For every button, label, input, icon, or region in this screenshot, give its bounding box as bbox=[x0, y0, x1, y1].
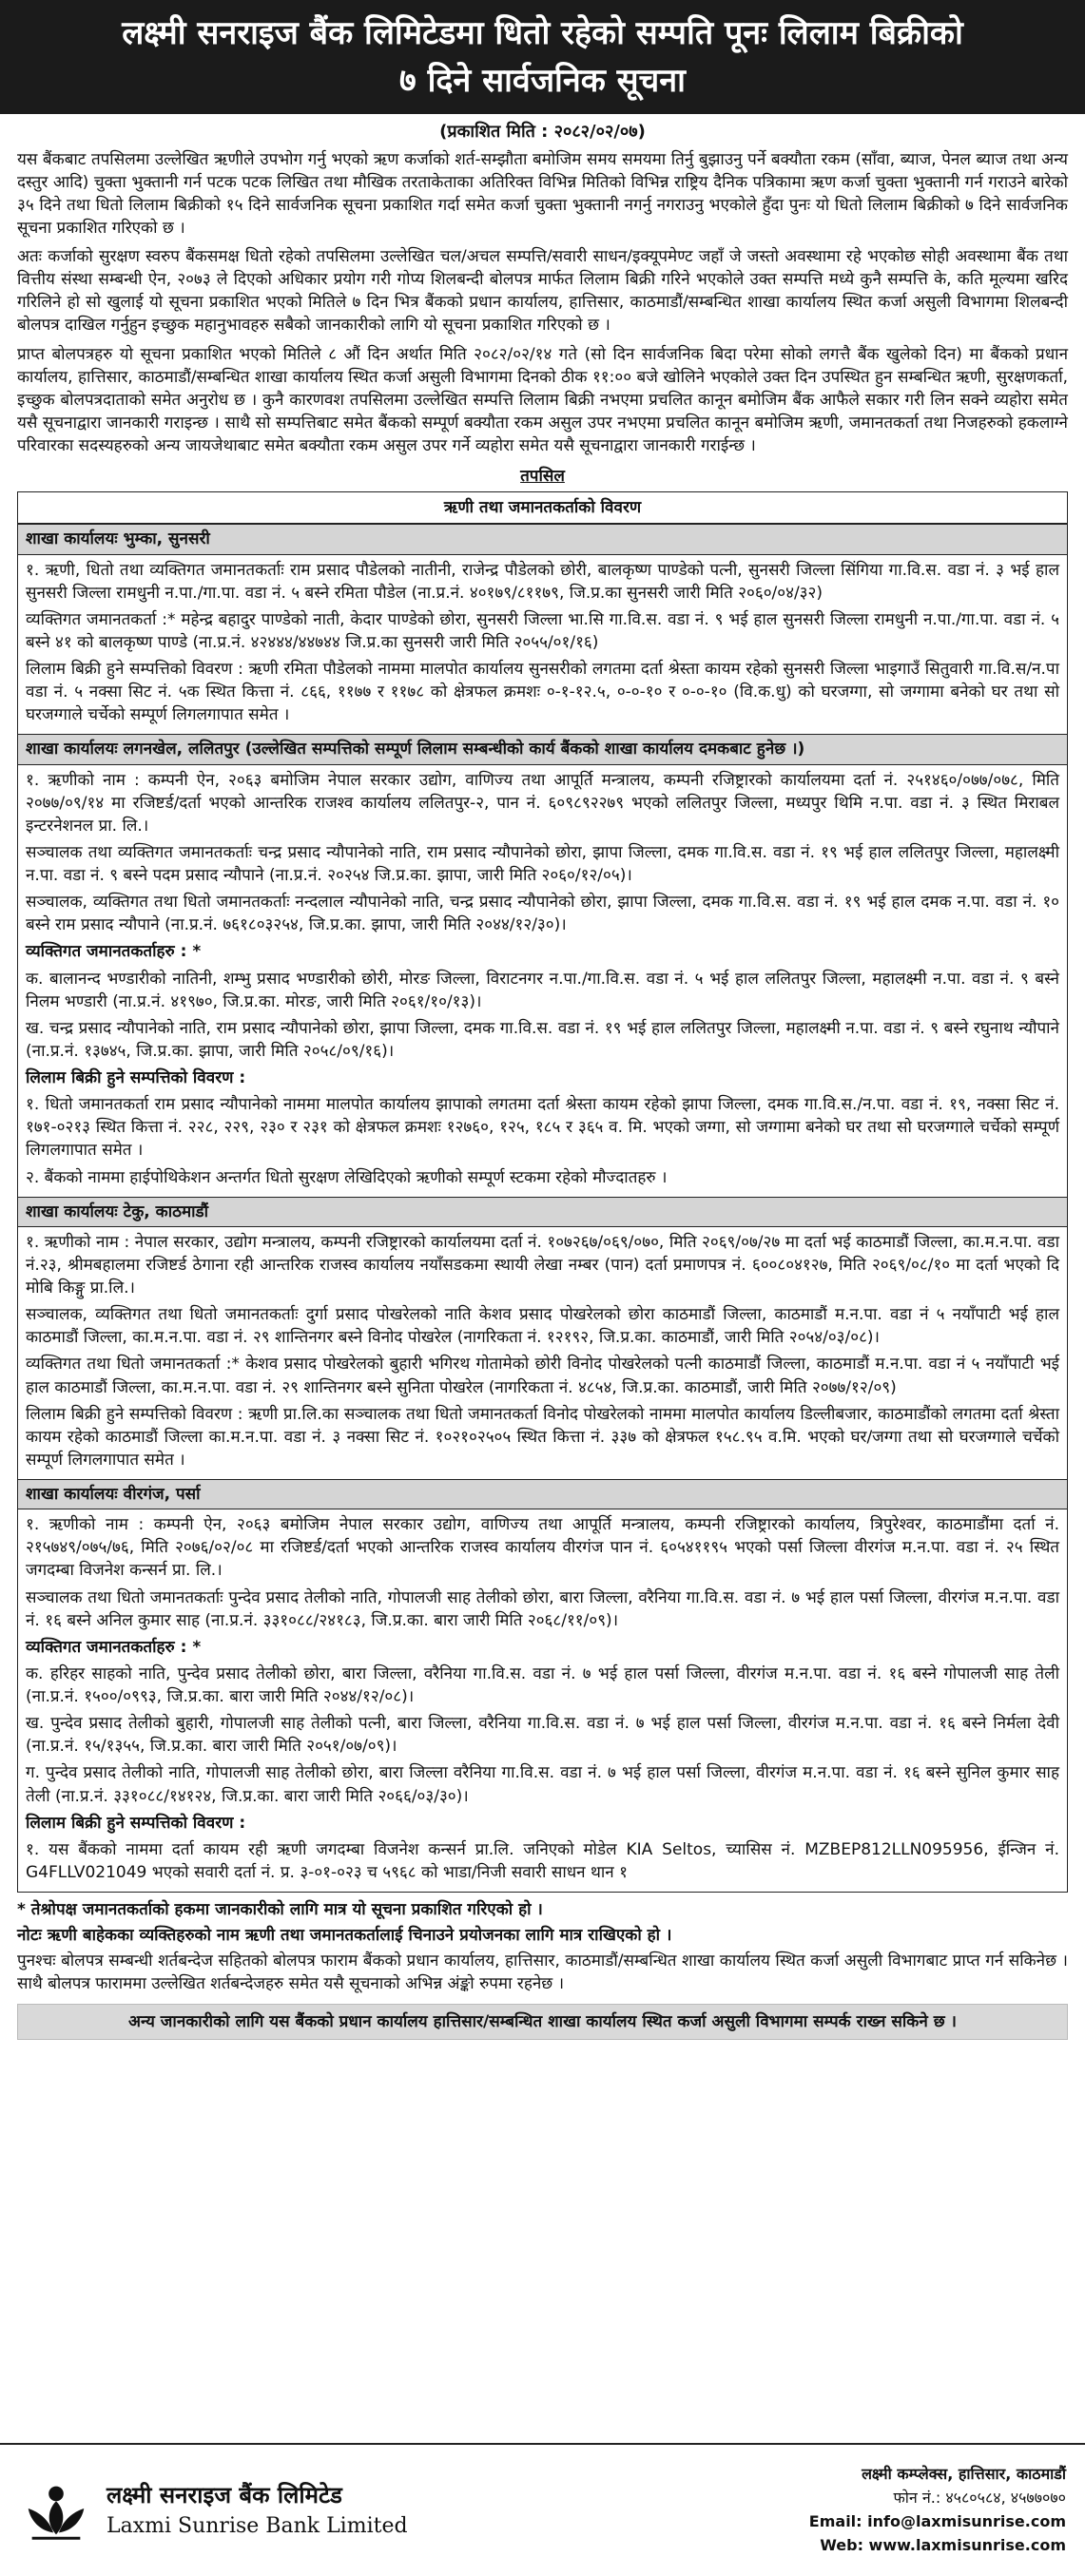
branch-heading: शाखा कार्यालयः वीरगंज, पर्सा bbox=[18, 1479, 1067, 1509]
bank-logo bbox=[19, 2473, 408, 2547]
name-purpose-note: नोटः ऋणी बाहेकका व्यक्तिहरुको नाम ऋणी तथा जमानतकर्तालाई चिनाउने प्रयोजनका लागि मात्र राखिएको हो । bbox=[17, 1926, 672, 1946]
branch-section-birgunj bbox=[18, 1479, 1067, 1892]
bank-contact bbox=[809, 2463, 1066, 2557]
bank-phone: फोन नं.: ४५८०५८४, ४५७७०७० bbox=[893, 2489, 1066, 2508]
detail-paragraph: १. ऋणी, धितो तथा व्यक्तिगत जमानतकर्ताः राम प्रसाद पौडेलको नातीनी, राजेन्द्र पौडेलको छोरी, बालकृष्ण पाण्डेको पत्नी, सुनसरी जिल्ला सिंगिया गा.वि.स. वडा नं. ३ भई हाल सुनसरी जिल्ला रामधुनी न.पा./गा.पा. वडा नं. ५ बस्ने रमिता पौडेल (ना.प्र.नं. ४०१७९/८११७९, जि.प्र.का सुनसरी जारी मिति २०६०/०४/३२) bbox=[26, 560, 1059, 603]
bank-address: लक्ष्मी कम्प्लेक्स, हात्तिसार, काठमाडौं bbox=[862, 2465, 1066, 2484]
bank-name-nepali: लक्ष्मी सनराइज बैंक लिमिटेड bbox=[107, 2482, 342, 2509]
branch-details bbox=[18, 1509, 1067, 1892]
branch-details bbox=[18, 1227, 1067, 1479]
notice-body bbox=[0, 148, 1085, 2040]
notice-footer bbox=[0, 2443, 1085, 2576]
detail-paragraph: १. ऋणीको नाम : कम्पनी ऐन, २०६३ बमोजिम नेपाल सरकार उद्योग, वाणिज्य तथा आपूर्ति मन्त्रालय, कम्पनी रजिष्ट्रारको कार्यालयमा दर्ता नं. २५१४६०/०७७/०७८, मिति २०७७/०९/१४ मा रजिष्टर्ड/दर्ता भएको आन्तरिक राजश्व कार्यालय ललितपुर-२, पान नं. ६०९८९२२७९ भएको ललितपुर जिल्ला, मध्यपुर थिमि न.पा. वडा नं. ३ स्थित मिराबल इन्टरनेशनल प्रा. लि.। bbox=[26, 770, 1059, 836]
bank-name-english: Laxmi Sunrise Bank Limited bbox=[107, 2514, 408, 2539]
notice-title-line1: लक्ष्मी सनराइज बैंक लिमिटेडमा धितो रहेको सम्पति पूनः लिलाम बिक्रीको bbox=[122, 14, 963, 52]
branch-section-bhumka bbox=[18, 524, 1067, 734]
detail-paragraph: ख. चन्द्र प्रसाद न्यौपानेको नाति, राम प्रसाद न्यौपानेको छोरा, झापा जिल्ला, दमक गा.वि.स. वडा नं. १९ भई हाल ललितपुर जिल्ला, महालक्ष्मी न.पा. वडा नं. ९ बस्ने रघुनाथ न्यौपाने (ना.प्र.नं. १३७४५, जि.प्र.का. झापा, जारी मिति २०५८/०९/१६)। bbox=[26, 1018, 1059, 1061]
branch-details bbox=[18, 765, 1067, 1197]
detail-paragraph: सञ्चालक तथा व्यक्तिगत जमानतकर्ताः चन्द्र प्रसाद न्यौपानेको नाति, राम प्रसाद न्यौपानेको छोरा, झापा जिल्ला, दमक गा.वि.स. वडा नं. १९ भई हाल ललितपुर जिल्ला, महालक्ष्मी न.पा. वडा नं. ९ बस्ने पदम प्रसाद न्यौपाने (ना.प्र.नं. २०२५४ जि.प्र.का. झापा, जारी मिति २०६०/१२/०५)। bbox=[26, 842, 1059, 886]
detail-paragraph: १. धितो जमानतकर्ता राम प्रसाद न्यौपानेको नाममा मालपोत कार्यालय झापाको लगतमा दर्ता श्रेस्ता कायम रहेको झापा जिल्ला, दमक गा.वि.स./न.पा. वडा नं. १९, नक्सा सिट नं. १७१-०२१३ स्थित कित्ता नं. २२८, २२९, २३० र २३१ को क्षेत्रफल क्रमशः १२७६०, १२५, १८५ र ३६५ व. मि. भएको जग्गा, सो जग्गामा बनेको घर तथा सो घरजग्गाले चर्चेको सम्पूर्ण लिगलगापात समेत । bbox=[26, 1095, 1059, 1161]
intro-paragraph-2: अतः कर्जाको सुरक्षण स्वरुप बैंकसमक्ष धितो रहेको तपसिलमा उल्लेखित चल/अचल सम्पत्ति/सवारी साधन/इक्यूपमेण्ट जहाँ जे जस्तो अवस्थामा रहे भएकोछ सोही अवस्थामा बैंक तथा वित्तीय संस्था सम्बन्धी ऐन, २०७३ ले दिएको अधिकार प्रयोग गरी गोप्य शिलबन्दी बोलपत्र मार्फत लिलाम बिक्री गरिने भएकोले उक्त सम्पत्ति मध्ये कुनै सम्पत्ति के, कति मूल्यमा खरिद गरिलिने हो सो खुलाई यो सूचना प्रकाशित भएको मितिले ७ दिन भित्र बैंकको प्रधान कार्यालय, हात्तिसार, काठमाडौं/सम्बन्धित शाखा कार्यालय स्थित कर्जा असुली विभागमा शिलबन्दी बोलपत्र दाखिल गर्नुहुन इच्छुक महानुभावहरु सबैको जानकारीको लागि यो सूचना प्रकाशित गरिएको छ । bbox=[17, 247, 1068, 336]
detail-paragraph: ग. पुन्देव प्रसाद तेलीको नाति, गोपालजी साह तेलीको छोरा, बारा जिल्ला वरैनिया गा.वि.स. वडा नं. ७ भई हाल पर्सा जिल्ला, वीरगंज म.न.पा. वडा नं. १६ बस्ने सुनिल कुमार साह तेली (ना.प्र.नं. ३३१०८८/१४१२४, जि.प्र.का. बारा जारी मिति २०६६/०३/३०)। bbox=[26, 1763, 1059, 1806]
branch-details bbox=[18, 555, 1067, 735]
branch-section-lagankhel bbox=[18, 734, 1067, 1196]
branch-heading: शाखा कार्यालयः टेकु, काठमाडौं bbox=[18, 1197, 1067, 1227]
tapsil-heading: तपसिल bbox=[520, 467, 565, 487]
detail-paragraph: १. ऋणीको नाम : कम्पनी ऐन, २०६३ बमोजिम नेपाल सरकार उद्योग, वाणिज्य तथा आपूर्ति मन्त्रालय, कम्पनी रजिष्ट्रारको कार्यालय, त्रिपुरेश्वर, काठमाडौंमा दर्ता नं. २१५७४९/०७५/७६, मिति २०७६/०२/०८ मा रजिष्टर्ड/दर्ता भएको आन्तरिक राजस्व कार्यालय वीरगंज पान नं. ६०५४११९५ भएको पर्सा जिल्ला वीरगंज म.न.पा. वडा नं. २५ स्थित जगदम्बा विजनेश कन्सर्न प्रा. लि.। bbox=[26, 1515, 1059, 1581]
bank-website[interactable]: Web: www.laxmisunrise.com bbox=[820, 2535, 1066, 2554]
borrower-details-table bbox=[17, 491, 1068, 1893]
intro-paragraph-3: प्राप्त बोलपत्रहरु यो सूचना प्रकाशित भएको मितिले ८ औं दिन अर्थात मिति २०८२/०२/१४ गते (सो दिन सार्वजनिक बिदा परेमा सोको लगत्तै बैंक खुलेको दिन) मा बैंकको प्रधान कार्यालय, हात्तिसार, काठमाडौं/सम्बन्धित शाखा कार्यालय स्थित कर्जा असुली विभागमा दिनको ठीक ११:०० बजे खोलिने भएकोले उक्त दिन उपस्थित हुन सम्बन्धित ऋणी, सुरक्षणकर्ता, इच्छुक बोलपत्रदाताको समेत अनुरोध छ । कुनै कारणवश तपसिलमा उल्लेखित सम्पत्ति लिलाम बिक्री नभएमा प्रचलित कानून बमोजिम बैंक आफैले सकार गरी लिन सक्ने व्यहोरा समेत यसै सूचनाद्वारा जानकारी गराइन्छ । साथै सो सम्पत्तिबाट समेत बैंकको सम्पूर्ण बक्यौता रकम असुल उपर नभएमा प्रचलित कानून बमोजिम ऋणी, जमानतकर्ता तथा निजहरुको हकलाग्ने परिवारका सदस्यहरुको अन्य जायजेथाबाट समेत बक्यौता रकम असुल उपर गर्ने व्यहोरा समेत यसै सूचनाद्वारा जानकारी गराईन्छ । bbox=[17, 344, 1068, 456]
branch-section-teku bbox=[18, 1197, 1067, 1479]
branch-heading: शाखा कार्यालयः भुम्का, सुनसरी bbox=[18, 524, 1067, 554]
detail-paragraph: ख. पुन्देव प्रसाद तेलीको बुहारी, गोपालजी साह तेलीको पत्नी, बारा जिल्ला, वरैनिया गा.वि.स. वडा नं. ७ भई हाल पर्सा जिल्ला, वीरगंज म.न.पा. वडा नं. १६ बस्ने निर्मला देवी (ना.प्र.नं. १५/१३५५, जि.प्र.का. बारा जारी मिति २०५१/०७/०९)। bbox=[26, 1714, 1059, 1757]
detail-paragraph: १. यस बैंकको नाममा दर्ता कायम रही ऋणी जगदम्बा विजनेश कन्सर्न प्रा.लि. जनिएको मोडेल KIA Seltos, च्यासिस नं. MZBEP812LLN095956, ईन्जिन नं. G4FLLV021049 भएको सवारी दर्ता नं. प्र. ३-०१-०२३ च ५९६८ को भाडा/निजी सवारी साधन थान १ bbox=[26, 1839, 1059, 1882]
table-title: ऋणी तथा जमानतकर्ताको विवरण bbox=[18, 492, 1067, 524]
publish-date: (प्रकाशित मिति : २०८२/०२/०७) bbox=[439, 122, 646, 142]
detail-subheading: व्यक्तिगत जमानतकर्ताहरु : * bbox=[26, 942, 202, 962]
contact-info-bar: अन्य जानकारीको लागि यस बैंकको प्रधान कार्यालय हात्तिसार/सम्बन्धित शाखा कार्यालय स्थित कर्जा असुली विभागमा सम्पर्क राख्न सकिने छ । bbox=[17, 2004, 1068, 2040]
detail-subheading: व्यक्तिगत जमानतकर्ताहरु : * bbox=[26, 1637, 202, 1657]
intro-paragraph-1: यस बैंकबाट तपसिलमा उल्लेखित ऋणीले उपभोग गर्नु भएको ऋण कर्जाको शर्त-सम्झौता बमोजिम समय समयमा तिर्नु बुझाउनु पर्ने बक्यौता रकम (साँवा, ब्याज, पेनल ब्याज तथा अन्य दस्तुर आदि) चुक्ता भुक्तानी गर्न पटक पटक लिखित तथा मौखिक तरताकेताका अतिरिक्त विभिन्न मितिको विभिन्न राष्ट्रिय दैनिक पत्रिकामा ऋण कर्जा चुक्ता भुक्तानी गर्न गराउने बारेको ३५ दिने तथा धितो लिलाम बिक्रीको १५ दिने सार्वजनिक सूचना प्रकाशित गर्दा समेत कर्जा चुक्ता भुक्तानी नगर्नु नगराउनु भएकोले हुँदा पुनः यो धितो लिलाम बिक्रीको ७ दिने सार्वजनिक सूचना प्रकाशित गरिएको छ । bbox=[17, 149, 1068, 238]
detail-subheading: लिलाम बिक्री हुने सम्पत्तिको विवरण : bbox=[26, 1813, 246, 1833]
detail-paragraph: सञ्चालक, व्यक्तिगत तथा धितो जमानतकर्ताः दुर्गा प्रसाद पोखरेलको नाति केशव प्रसाद पोखरेलको छोरा काठमाडौं जिल्ला, काठमाडौं म.न.पा. वडा नं ५ नयाँपाटी भई हाल काठमाडौं जिल्ला, का.म.न.पा. वडा नं. २९ शान्तिनगर बस्ने विनोद पोखरेल (नागरिकता नं. १२१९२, जि.प्र.का. काठमाडौं, जारी मिति २०५४/०३/०८)। bbox=[26, 1305, 1059, 1348]
detail-paragraph: क. बालानन्द भण्डारीको नातिनी, शम्भु प्रसाद भण्डारीको छोरी, मोरङ जिल्ला, विराटनगर न.पा./गा.वि.स. वडा नं. ५ भई हाल ललितपुर जिल्ला, महालक्ष्मी न.पा. वडा नं. ९ बस्ने निलम भण्डारी (ना.प्र.नं. ४१९७०, जि.प्र.का. मोरङ, जारी मिति २०६१/१०/१३)। bbox=[26, 969, 1059, 1011]
bank-email[interactable]: Email: info@laxmisunrise.com bbox=[808, 2512, 1066, 2530]
detail-paragraph: सञ्चालक तथा धितो जमानतकर्ताः पुन्देव प्रसाद तेलीको नाति, गोपालजी साह तेलीको छोरा, बारा जिल्ला, वरैनिया गा.वि.स. वडा नं. ७ भई हाल पर्सा जिल्ला, वीरगंज म.न.पा. वडा नं. १६ बस्ने अनिल कुमार साह (ना.प्र.नं. ३३१०८८/२४१८३, जि.प्र.का. बारा जारी मिति २०६८/११/०९)। bbox=[26, 1587, 1059, 1630]
detail-paragraph: व्यक्तिगत तथा धितो जमानतकर्ता :* केशव प्रसाद पोखरेलको बुहारी भगिरथ गोतामेको छोरी विनोद पोखरेलको पत्नी काठमाडौं जिल्ला, काठमाडौं म.न.पा. वडा नं ५ नयाँपाटी भई हाल काठमाडौं जिल्ला, का.म.न.पा. वडा नं. २९ शान्तिनगर बस्ने सुनिता पोखरेल (नागरिकता नं. ४८५४, जि.प्र.का. काठमाडौं, जारी मिति २०७७/१२/०९) bbox=[26, 1355, 1059, 1397]
detail-paragraph: क. हरिहर साहको नाति, पुन्देव प्रसाद तेलीको छोरा, बारा जिल्ला, वरैनिया गा.वि.स. वडा नं. ७ भई हाल पर्सा जिल्ला, वीरगंज म.न.पा. वडा नं. १६ बस्ने गोपालजी साह तेली (ना.प्र.नं. १५००/०९९३, जि.प्र.का. बारा जारी मिति २०४४/१२/०८)। bbox=[26, 1663, 1059, 1707]
detail-paragraph: सञ्चालक, व्यक्तिगत तथा धितो जमानतकर्ताः नन्दलाल न्यौपानेको नाति, चन्द्र प्रसाद न्यौपानेको छोरा, झापा जिल्ला, दमक गा.वि.स. वडा नं. १९ भई हाल दमक न.पा. वडा नं. १० बस्ने राम प्रसाद न्यौपाने (ना.प्र.नं. ७६१८०३२५४, जि.प्र.का. झापा, जारी मिति २०४४/१२/३०)। bbox=[26, 893, 1059, 935]
postscript-note: पुनश्चः बोलपत्र सम्बन्धी शर्तबन्देज सहितको बोलपत्र फाराम बैंकको प्रधान कार्यालय, हात्तिसार, काठमाडौं/सम्बन्धित शाखा कार्यालय स्थित कर्जा असुली विभागबाट प्राप्त गर्न सकिनेछ । साथै बोलपत्र फाराममा उल्लेखित शर्तबन्देजहरु समेत यसै सूचनाको अभिन्न अंङ्को रुपमा रहनेछ । bbox=[17, 1951, 1068, 1994]
bank-name-block bbox=[107, 2479, 408, 2541]
branch-heading: शाखा कार्यालयः लगनखेल, ललितपुर (उल्लेखित सम्पत्तिको सम्पूर्ण लिलाम सम्बन्धीको कार्य बैंकको शाखा कार्यालय दमकबाट हुनेछ ।) bbox=[18, 734, 1067, 764]
third-party-note: * तेश्रोपक्ष जमानतकर्ताको हकमा जानकारीको लागि मात्र यो सूचना प्रकाशित गरिएको हो । bbox=[17, 1900, 543, 1920]
detail-paragraph: २. बैंकको नाममा हाईपोथिकेशन अन्तर्गत धितो सुरक्षण लेखिदिएको ऋणीको सम्पूर्ण स्टकमा रहेको मौज्दातहरु । bbox=[26, 1167, 668, 1187]
notice-title-line2: ७ दिने सार्वजनिक सूचना bbox=[399, 62, 686, 100]
notice-header bbox=[0, 0, 1085, 114]
detail-paragraph: लिलाम बिक्री हुने सम्पत्तिको विवरण : ऋणी प्रा.लि.का सञ्चालक तथा धितो जमानतकर्ता विनोद पोखरेलको नाममा मालपोत कार्यालय डिल्लीबजार, काठमाडौंको लगतमा दर्ता श्रेस्ता कायम रहेको काठमाडौं जिल्ला का.म.न.पा. वडा नं. ३ नक्सा सिट नं. १०२१०२५०५ स्थित कित्ता नं. ३३७ को क्षेत्रफल १५८.९५ व.मि. भएको घर/जग्गा तथा सो घरजग्गाले चर्चेको सम्पूर्ण लिगलगापात समेत । bbox=[26, 1404, 1059, 1470]
detail-paragraph: १. ऋणीको नाम : नेपाल सरकार, उद्योग मन्त्रालय, कम्पनी रजिष्ट्रारको कार्यालयमा दर्ता नं. १०७२६७/०६९/०७०, मिति २०६९/०७/२७ मा दर्ता भई काठमाडौं जिल्ला, का.म.न.पा. वडा नं.२३, श्रीमबहालमा रजिष्टर्ड ठेगाना रही आन्तरिक राजस्व कार्यालय नयाँसडकमा स्थायी लेखा नम्बर (पान) दर्ता प्रमाणपत्र नं. ६००८०४१२७, मिति २०६९/०८/१० मा दर्ता भएको दि मोबि किङ्गु प्रा.लि.। bbox=[26, 1232, 1059, 1298]
notes-section bbox=[17, 1893, 1068, 1996]
detail-subheading: लिलाम बिक्री हुने सम्पत्तिको विवरण : bbox=[26, 1068, 246, 1088]
lotus-logo-icon bbox=[19, 2473, 93, 2547]
detail-paragraph: व्यक्तिगत जमानतकर्ता :* महेन्द्र बहादुर पाण्डेको नाती, केदार पाण्डेको छोरा, सुनसरी जिल्ला भा.सि गा.वि.स. वडा नं. ९ भई हाल सुनसरी जिल्ला रामधुनी न.पा./गा.पा. वडा नं. ५ बस्ने ४१ को बालकृष्ण पाण्डे (ना.प्र.नं. ४२४४४/४४७४४ जि.प्र.का सुनसरी जारी मिति २०५५/०१/१६) bbox=[26, 609, 1059, 652]
detail-paragraph: लिलाम बिक्री हुने सम्पत्तिको विवरण : ऋणी रमिता पौडेलको नाममा मालपोत कार्यालय सुनसरीको लगतमा दर्ता श्रेस्ता कायम रहेको सुनसरी जिल्ला भाइगाउँ सितुवारी गा.वि.स/न.पा वडा नं. ५ नक्सा सिट नं. ५क स्थित कित्ता नं. ८६६, ११७७ र ११७८ को क्षेत्रफल क्रमशः ०-१-१२.५, ०-०-१० र ०-०-१० (वि.क.धु) को घरजग्गा, सो जग्गामा बनेको घर तथा सो घरजग्गाले चर्चेको सम्पूर्ण लिगलगापात समेत । bbox=[26, 660, 1059, 725]
